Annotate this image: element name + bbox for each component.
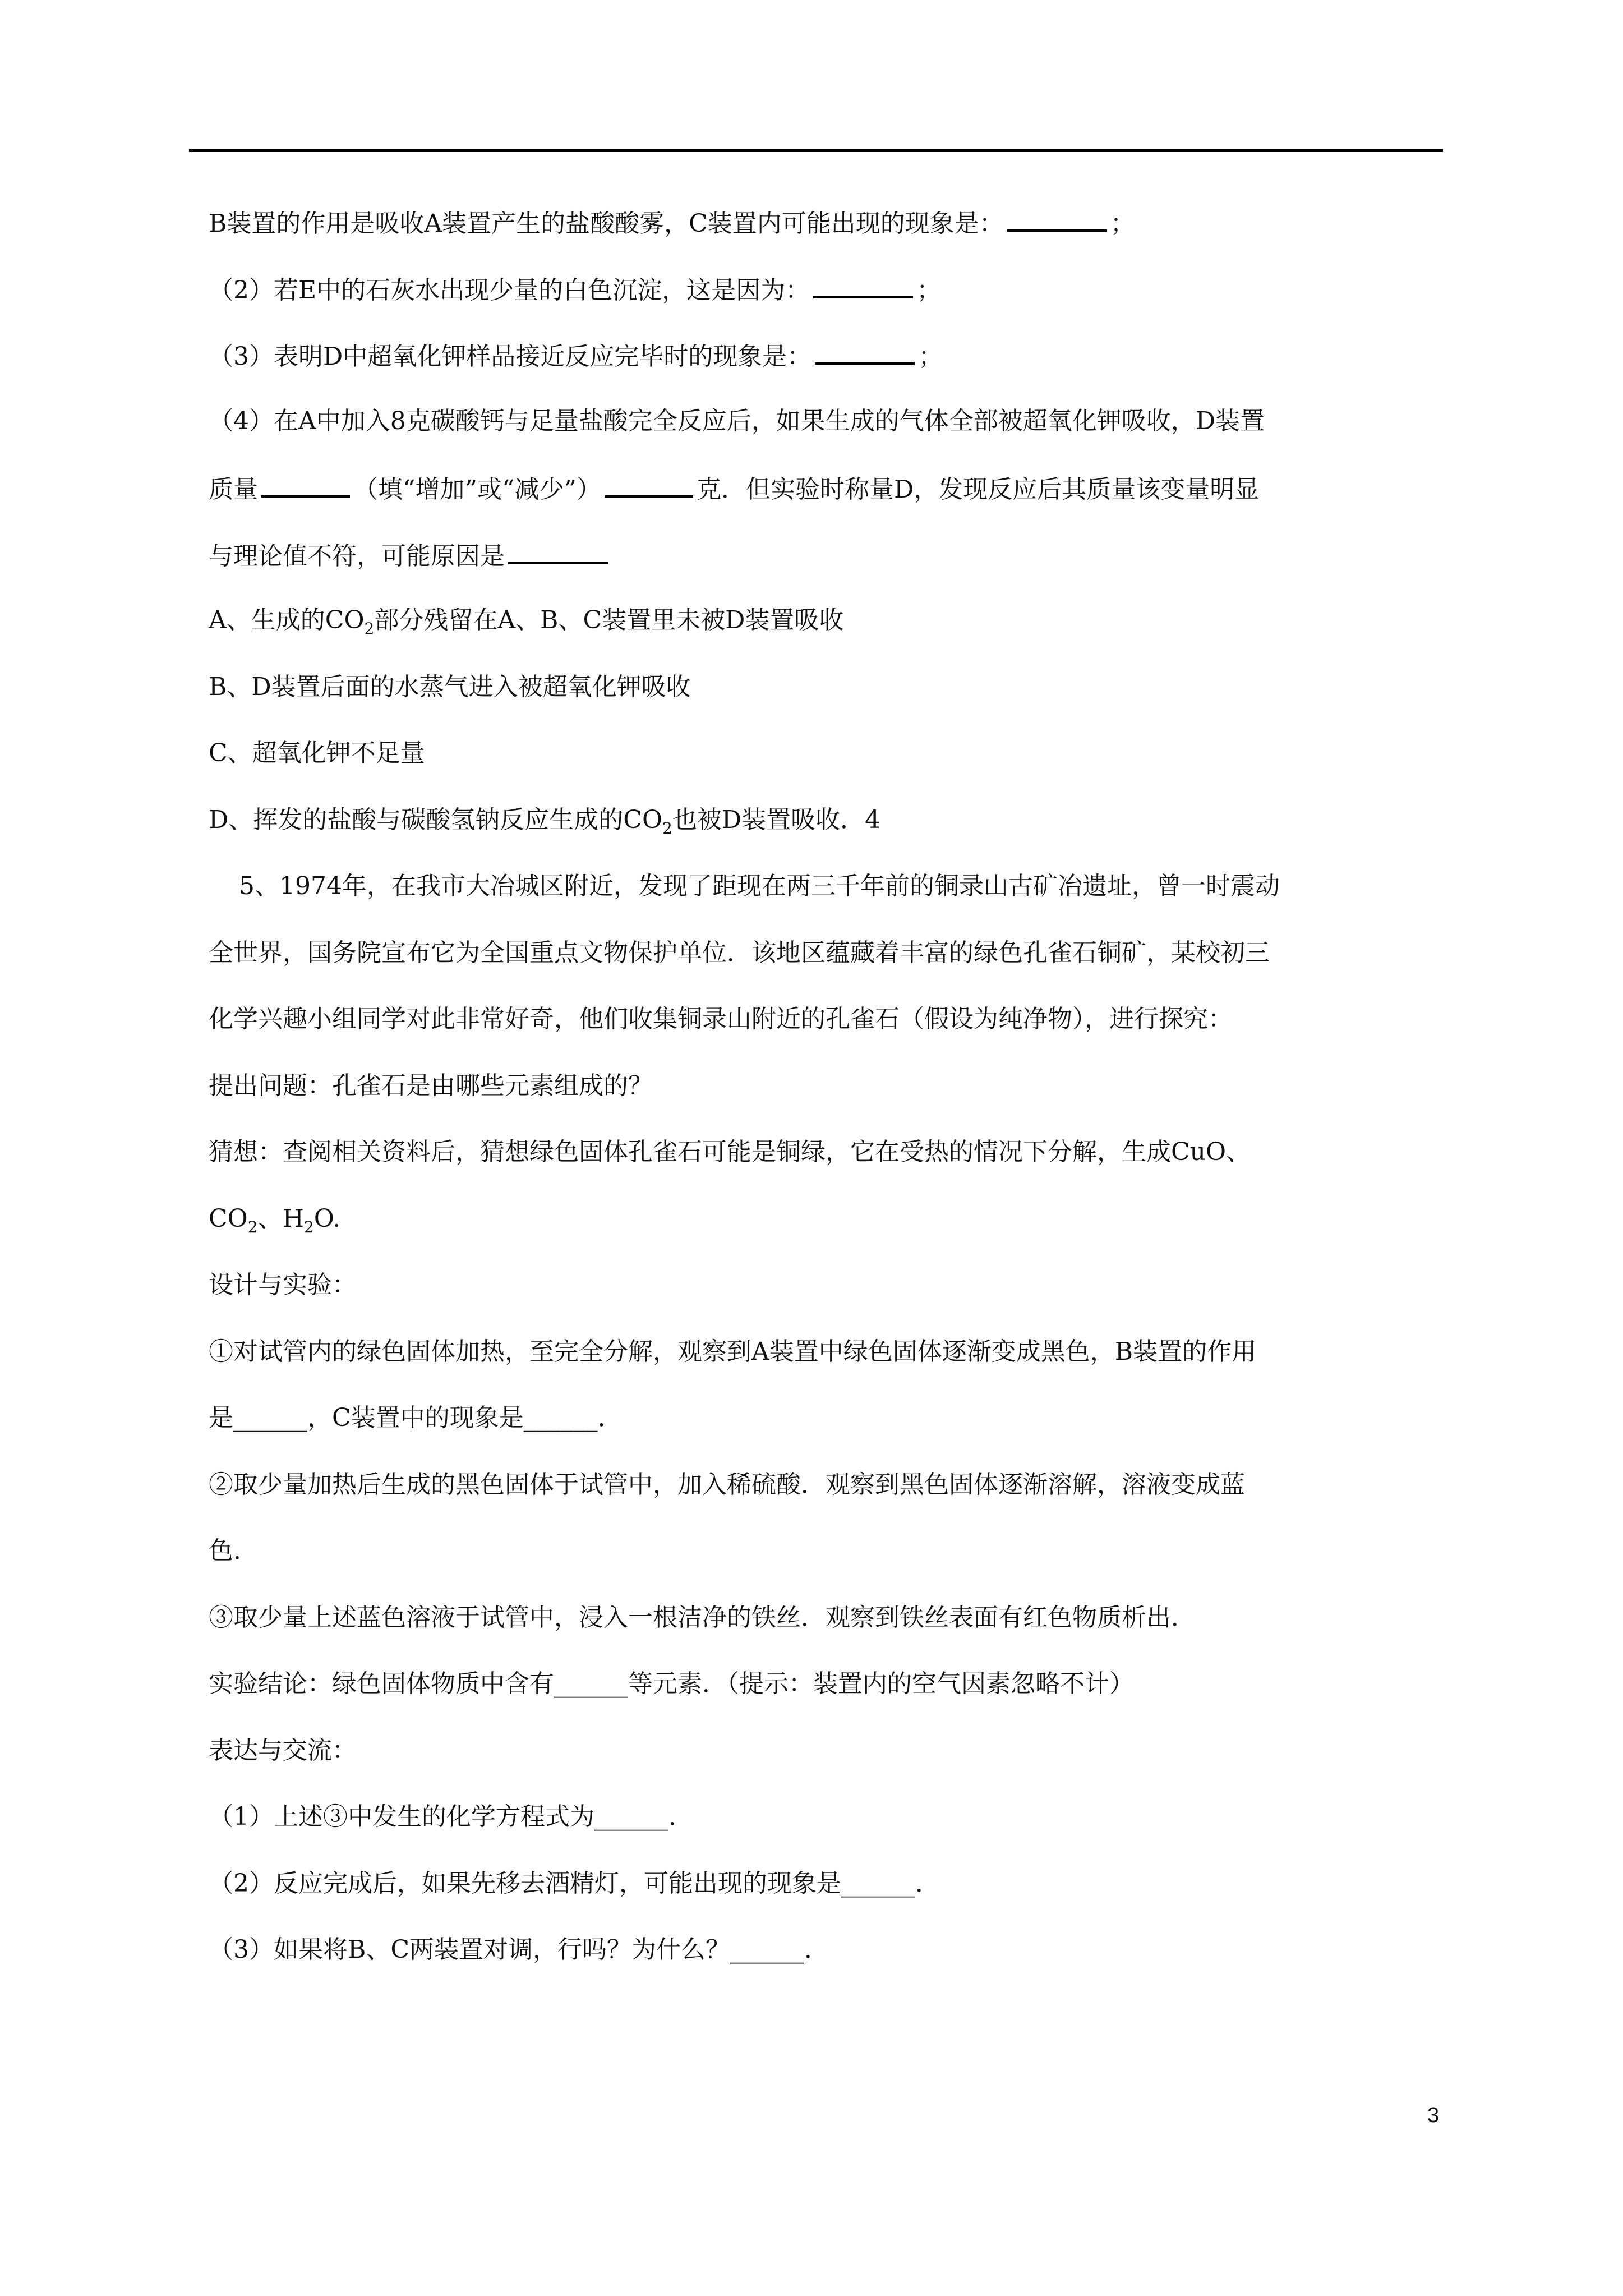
answer-blank [261, 471, 350, 498]
text-line: 是______，C装置中的现象是______． [209, 1404, 623, 1432]
text-line: ③取少量上述蓝色溶液于试管中，浸入一根洁净的铁丝．观察到铁丝表面有红色物质析出． [209, 1603, 1196, 1632]
text-line: 与理论值不符，可能原因是 [209, 537, 1442, 604]
option-line: C、超氧化钾不足量 [209, 739, 425, 767]
answer-blank [815, 338, 915, 365]
header-rule [189, 149, 1443, 152]
text-line: （3）表明D中超氧化钾样品接近反应完毕时的现象是： ； [209, 338, 1442, 404]
text-line: （3）如果将B、C两装置对调，行吗？为什么？______． [209, 1935, 829, 1964]
document-body [209, 205, 1442, 2000]
section-heading: 设计与实验： [209, 1271, 357, 1299]
text-line: ①对试管内的绿色固体加热，至完全分解，观察到A装置中绿色固体逐渐变成黑色，B装置的作用 [209, 1337, 1257, 1366]
answer-blank [508, 537, 608, 564]
text-line: ②取少量加热后生成的黑色固体于试管中，加入稀硫酸．观察到黑色固体逐渐溶解，溶液变成蓝 [209, 1470, 1245, 1499]
text-line: （2）若E中的石灰水出现少量的白色沉淀，这是因为： ； [209, 272, 1442, 338]
text-line: B装置的作用是吸收A装置产生的盐酸酸雾，C装置内可能出现的现象是： ； [209, 205, 1442, 272]
text-line: 实验结论：绿色固体物质中含有______等元素．（提示：装置内的空气因素忽略不计） [209, 1669, 1134, 1698]
option-line: D、挥发的盐酸与碳酸氢钠反应生成的$CO_2$也被D装置吸收．4 [209, 805, 881, 838]
option-line: A、生成的$CO_2$部分残留在A、B、C装置里未被D装置吸收 [209, 606, 844, 638]
answer-blank [813, 272, 913, 298]
option-line: B、D装置后面的水蒸气进入被超氧化钾吸收 [209, 672, 691, 701]
text-line: 质量 （填“增加”或“减少”） 克．但实验时称量D，发现反应后其质量该变量明显 [209, 471, 1442, 537]
text-line: 猜想：查阅相关资料后，猜想绿色固体孔雀石可能是铜绿，它在受热的情况下分解，生成CuO、 [209, 1138, 1251, 1166]
page-number: 3 [1427, 2104, 1440, 2127]
text-line: 色． [209, 1536, 258, 1565]
answer-blank [605, 471, 693, 498]
question-5-start: 5、1974年，在我市大冶城区附近，发现了距现在两三千年前的铜录山古矿冶遗址，曾一时震动 [239, 872, 1280, 900]
answer-blank [1007, 205, 1107, 232]
formula-line: $CO_2$、$H_2O$. [209, 1204, 341, 1236]
text-line: 全世界，国务院宣布它为全国重点文物保护单位．该地区蕴藏着丰富的绿色孔雀石铜矿，某校初三 [209, 938, 1270, 967]
text-line: 提出问题：孔雀石是由哪些元素组成的？ [209, 1071, 653, 1100]
text-line: （1）上述③中发生的化学方程式为______． [209, 1802, 693, 1831]
text-line: （2）反应完成后，如果先移去酒精灯，可能出现的现象是______． [209, 1869, 940, 1898]
section-heading: 表达与交流： [209, 1736, 357, 1765]
text-line: （4）在A中加入8克碳酸钙与足量盐酸完全反应后，如果生成的气体全部被超氧化钾吸收，D装置 [209, 406, 1265, 435]
text-line: 化学兴趣小组同学对此非常好奇，他们收集铜录山附近的孔雀石（假设为纯净物），进行探究： [209, 1005, 1233, 1033]
